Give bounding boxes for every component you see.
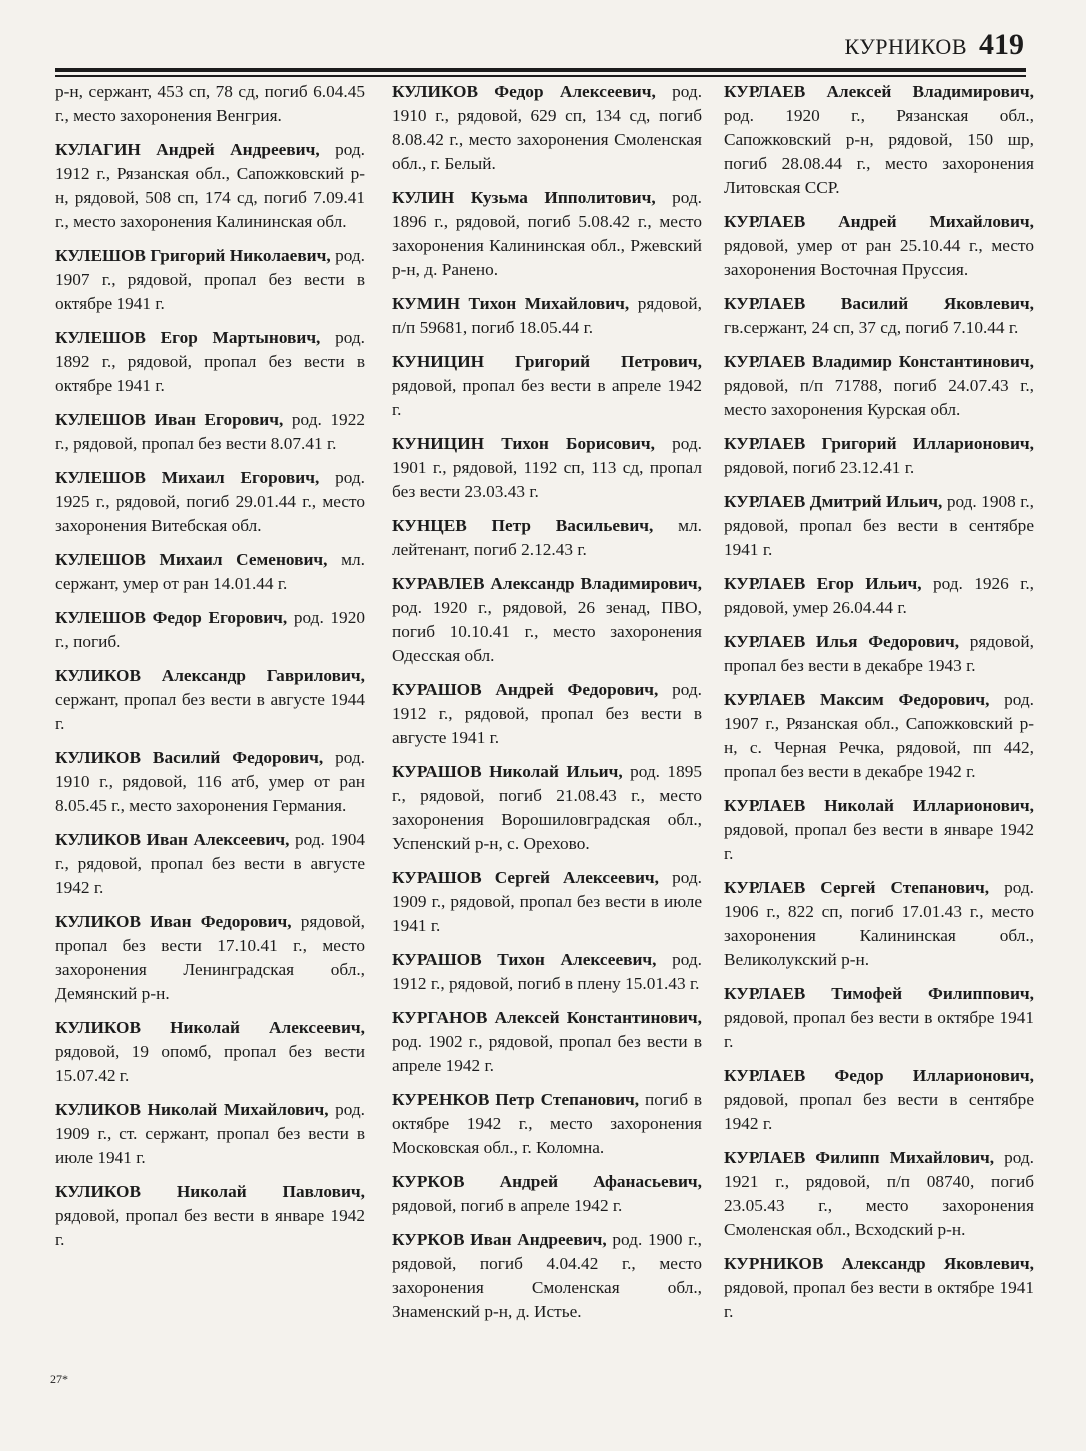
entry [392,678,702,750]
printer-signature: 27* [50,1372,68,1386]
column-3 [724,80,1034,1334]
entry [55,910,365,1006]
entry-name: КУРЛАЕВ Василий Яковлевич, [724,294,1034,313]
entry [392,186,702,282]
entry [55,466,365,538]
page-number: 419 [979,28,1024,61]
entry [55,326,365,398]
entry [392,514,702,562]
entry [55,606,365,654]
entry [392,1170,702,1218]
entry-details: род. 1908 г., рядовой, пропал без вести в сентябре 1941 г. [724,492,1035,559]
entry-name: КУЛИКОВ Иван Алексеевич, [55,830,290,849]
entry [55,548,365,596]
entry [724,688,1034,784]
entry-name: КУРЛАЕВ Андрей Михайлович, [724,212,1034,231]
entry [724,876,1034,972]
entry-name: КУРКОВ Иван Андреевич, [392,1230,607,1249]
entry-name: КУРЛАЕВ Федор Илларионович, [724,1066,1034,1085]
running-head: КУРНИКОВ [844,34,967,59]
entry [392,1228,702,1324]
entry-details: погиб в октябре 1942 г., место захоронения Московская обл., г. Коломна. [392,1090,702,1157]
entry-name: КУЛИКОВ Николай Павлович, [55,1182,365,1201]
entry-name: КУРЛАЕВ Максим Федорович, [724,690,990,709]
entry-details: мл. лейтенант, погиб 2.12.43 г. [392,516,702,559]
entry-name: КУНИЦИН Григорий Петрович, [392,352,702,371]
entry-details: рядовой, пропал без вести 17.10.41 г., место захоронения Ленинградская обл., Демянский р-н. [55,912,365,1003]
entry-name: КУНИЦИН Тихон Борисович, [392,434,655,453]
entry-name: КУРЛАЕВ Филипп Михайлович, [724,1148,995,1167]
entry-details: рядовой, пропал без вести в апреле 1942 г. [392,376,702,419]
entry [392,350,702,422]
entry-name: КУРЛАЕВ Сергей Степанович, [724,878,990,897]
entry [392,1088,702,1160]
entry [724,210,1034,282]
entry-details: род. 1912 г., рядовой, погиб в плену 15.01.43 г. [392,950,702,993]
entry [392,866,702,938]
entry [724,794,1034,866]
entry-details: род. 1910 г., рядовой, 116 атб, умер от ран 8.05.45 г., место захоронения Германия. [55,748,365,815]
entry-name: КУЛИКОВ Александр Гаврилович, [55,666,365,685]
entry-name: КУРАШОВ Тихон Алексеевич, [392,950,657,969]
entry-name: КУРГАНОВ Алексей Константинович, [392,1008,702,1027]
entry-details: род. 1900 г., рядовой, погиб 4.04.42 г., место захоронения Смоленская обл., Знаменский р-н, д. Истье. [392,1230,702,1321]
entry-details: род. 1902 г., рядовой, пропал без вести в апреле 1942 г. [392,1032,702,1075]
entry [392,80,702,176]
entry [55,746,365,818]
entry-name: КУРАШОВ Николай Ильич, [392,762,623,781]
entry-details: род. 1904 г., рядовой, пропал без вести в августе 1942 г. [55,830,365,897]
entry-name: КУРЛАЕВ Илья Федорович, [724,632,960,651]
entry [392,948,702,996]
entry [724,432,1034,480]
entry [724,1252,1034,1324]
entry [55,1098,365,1170]
entry-details: род. 1909 г., ст. сержант, пропал без вести в июле 1941 г. [55,1100,365,1167]
entry-name: КУМИН Тихон Михайлович, [392,294,630,313]
entry-details: род. 1921 г., рядовой, п/п 08740, погиб 23.05.43 г., место захоронения Смоленская обл., Всходский р-н. [724,1148,1035,1239]
entry-name: КУНЦЕВ Петр Васильевич, [392,516,654,535]
entry-details: рядовой, погиб в апреле 1942 г. [392,1196,623,1215]
entry-details: рядовой, пропал без вести в январе 1942 г. [55,1206,365,1249]
entry [724,572,1034,620]
entry [724,292,1034,340]
entry-name: КУРЛАЕВ Дмитрий Ильич, [724,492,943,511]
entry [55,408,365,456]
entry [724,982,1034,1054]
entry [724,490,1034,562]
entry-name: КУЛИКОВ Иван Федорович, [55,912,292,931]
entry-name: КУЛЕШОВ Егор Мартынович, [55,328,321,347]
entry-details: рядовой, 19 опомб, пропал без вести 15.07.42 г. [55,1042,365,1085]
text-columns [55,80,1035,1370]
entry-name: КУЛИКОВ Николай Михайлович, [55,1100,329,1119]
entry-name: КУРАШОВ Андрей Федорович, [392,680,659,699]
entry [55,138,365,234]
column-1 [55,80,365,1262]
entry-name: КУРЛАЕВ Егор Ильич, [724,574,922,593]
entry-name: КУРЛАЕВ Владимир Константинович, [724,352,1034,371]
entry-details: род. 1925 г., рядовой, погиб 29.01.44 г., место захоронения Витебская обл. [55,468,366,535]
entry-name: КУРЕНКОВ Петр Степанович, [392,1090,640,1109]
entry-details: род. 1907 г., Рязанская обл., Сапожковский р-н, с. Черная Речка, рядовой, пп 442, пропал без вести в декабре 1942 г. [724,690,1034,781]
entry [724,1064,1034,1136]
entry-details: род. 1901 г., рядовой, 1192 сп, 113 сд, пропал без вести 23.03.43 г. [392,434,702,501]
entry-name: КУЛИКОВ Николай Алексеевич, [55,1018,365,1037]
entry-details: род. 1906 г., 822 сп, погиб 17.01.43 г., место захоронения Калининская обл., Великолукский р-н. [724,878,1034,969]
entry [55,244,365,316]
entry-details: род. 1926 г., рядовой, умер 26.04.44 г. [724,574,1034,617]
entry-name: КУРЛАЕВ Тимофей Филиппович, [724,984,1034,1003]
entry-details: рядовой, пропал без вести в январе 1942 г. [724,820,1034,863]
header-rule-thin [55,75,1026,77]
page-header [60,28,1024,68]
entry-details: род. 1910 г., рядовой, 629 сп, 134 сд, погиб 8.08.42 г., место захоронения Смоленская обл., г. Белый. [392,82,703,173]
entry-name: КУРЛАЕВ Алексей Владимирович, [724,82,1034,101]
entry-details: род. 1907 г., рядовой, пропал без вести в октябре 1941 г. [55,246,365,313]
entry [55,80,365,128]
entry-details: рядовой, пропал без вести в октябре 1941 г. [724,1278,1034,1321]
entry-name: КУЛЕШОВ Михаил Егорович, [55,468,320,487]
entry-details: род. 1896 г., рядовой, погиб 5.08.42 г., место захоронения Калининская обл., Ржевский р-н, д. Ранено. [392,188,702,279]
entry-details: род. 1920 г., Рязанская обл., Сапожковский р-н, рядовой, 150 шр, погиб 28.08.44 г., место захоронения Литовская ССР. [724,106,1034,197]
entry-name: КУЛЕШОВ Григорий Николаевич, [55,246,331,265]
entry [55,828,365,900]
entry [392,760,702,856]
entry-details: род. 1909 г., рядовой, пропал без вести в июле 1941 г. [392,868,702,935]
entry-name: КУРАВЛЕВ Александр Владимирович, [392,574,702,593]
entry [392,292,702,340]
entry-details: рядовой, п/п 59681, погиб 18.05.44 г. [392,294,703,337]
entry-name: КУРКОВ Андрей Афанасьевич, [392,1172,702,1191]
entry-name: КУЛИКОВ Василий Федорович, [55,748,324,767]
column-2 [392,80,702,1334]
entry-details: род. 1922 г., рядовой, пропал без вести 8.07.41 г. [55,410,365,453]
entry-details: рядовой, умер от ран 25.10.44 г., место захоронения Восточная Пруссия. [724,236,1034,279]
entry-details: рядовой, пропал без вести в октябре 1941 г. [724,1008,1034,1051]
header-rule-thick [55,68,1026,72]
entry-details: рядовой, пропал без вести в сентябре 1942 г. [724,1090,1034,1133]
entry-name: КУРНИКОВ Александр Яковлевич, [724,1254,1034,1273]
entry-details: род. 1912 г., рядовой, пропал без вести в августе 1941 г. [392,680,703,747]
entry [392,432,702,504]
entry-details: р-н, сержант, 453 сп, 78 сд, погиб 6.04.45 г., место захоронения Венгрия. [55,82,365,125]
entry-details: гв.сержант, 24 сп, 37 сд, погиб 7.10.44 г. [724,318,1019,337]
entry-details: род. 1912 г., Рязанская обл., Сапожковский р-н, рядовой, 508 сп, 174 сд, погиб 7.09.41 г., место захоронения Калининская обл. [55,140,365,231]
entry-details: сержант, пропал без вести в августе 1944 г. [55,690,365,733]
entry [724,80,1034,200]
entry-details: род. 1895 г., рядовой, погиб 21.08.43 г., место захоронения Ворошиловградская обл., Успенский р-н, с. Орехово. [392,762,702,853]
entry-name: КУЛАГИН Андрей Андреевич, [55,140,320,159]
entry-name: КУРЛАЕВ Григорий Илларионович, [724,434,1034,453]
entry [392,572,702,668]
entry-details: рядовой, п/п 71788, погиб 24.07.43 г., место захоронения Курская обл. [724,376,1034,419]
entry-name: КУЛЕШОВ Михаил Семенович, [55,550,328,569]
entry [724,1146,1034,1242]
entry-details: мл. сержант, умер от ран 14.01.44 г. [55,550,365,593]
entry [724,350,1034,422]
entry-name: КУРАШОВ Сергей Алексеевич, [392,868,659,887]
entry [724,630,1034,678]
entry-name: КУЛЕШОВ Федор Егорович, [55,608,288,627]
entry [55,1016,365,1088]
entry [392,1006,702,1078]
entry-name: КУРЛАЕВ Николай Илларионович, [724,796,1034,815]
entry-name: КУЛИКОВ Федор Алексеевич, [392,82,656,101]
entry-details: род. 1920 г., рядовой, 26 зенад, ПВО, погиб 10.10.41 г., место захоронения Одесская обл. [392,598,702,665]
entry-name: КУЛЕШОВ Иван Егорович, [55,410,284,429]
entry-details: род. 1920 г., погиб. [55,608,365,651]
entry-details: рядовой, пропал без вести в декабре 1943 г. [724,632,1035,675]
entry [55,1180,365,1252]
entry-details: род. 1892 г., рядовой, пропал без вести в октябре 1941 г. [55,328,365,395]
entry-name: КУЛИН Кузьма Ипполитович, [392,188,656,207]
entry [55,664,365,736]
entry-details: рядовой, погиб 23.12.41 г. [724,458,915,477]
